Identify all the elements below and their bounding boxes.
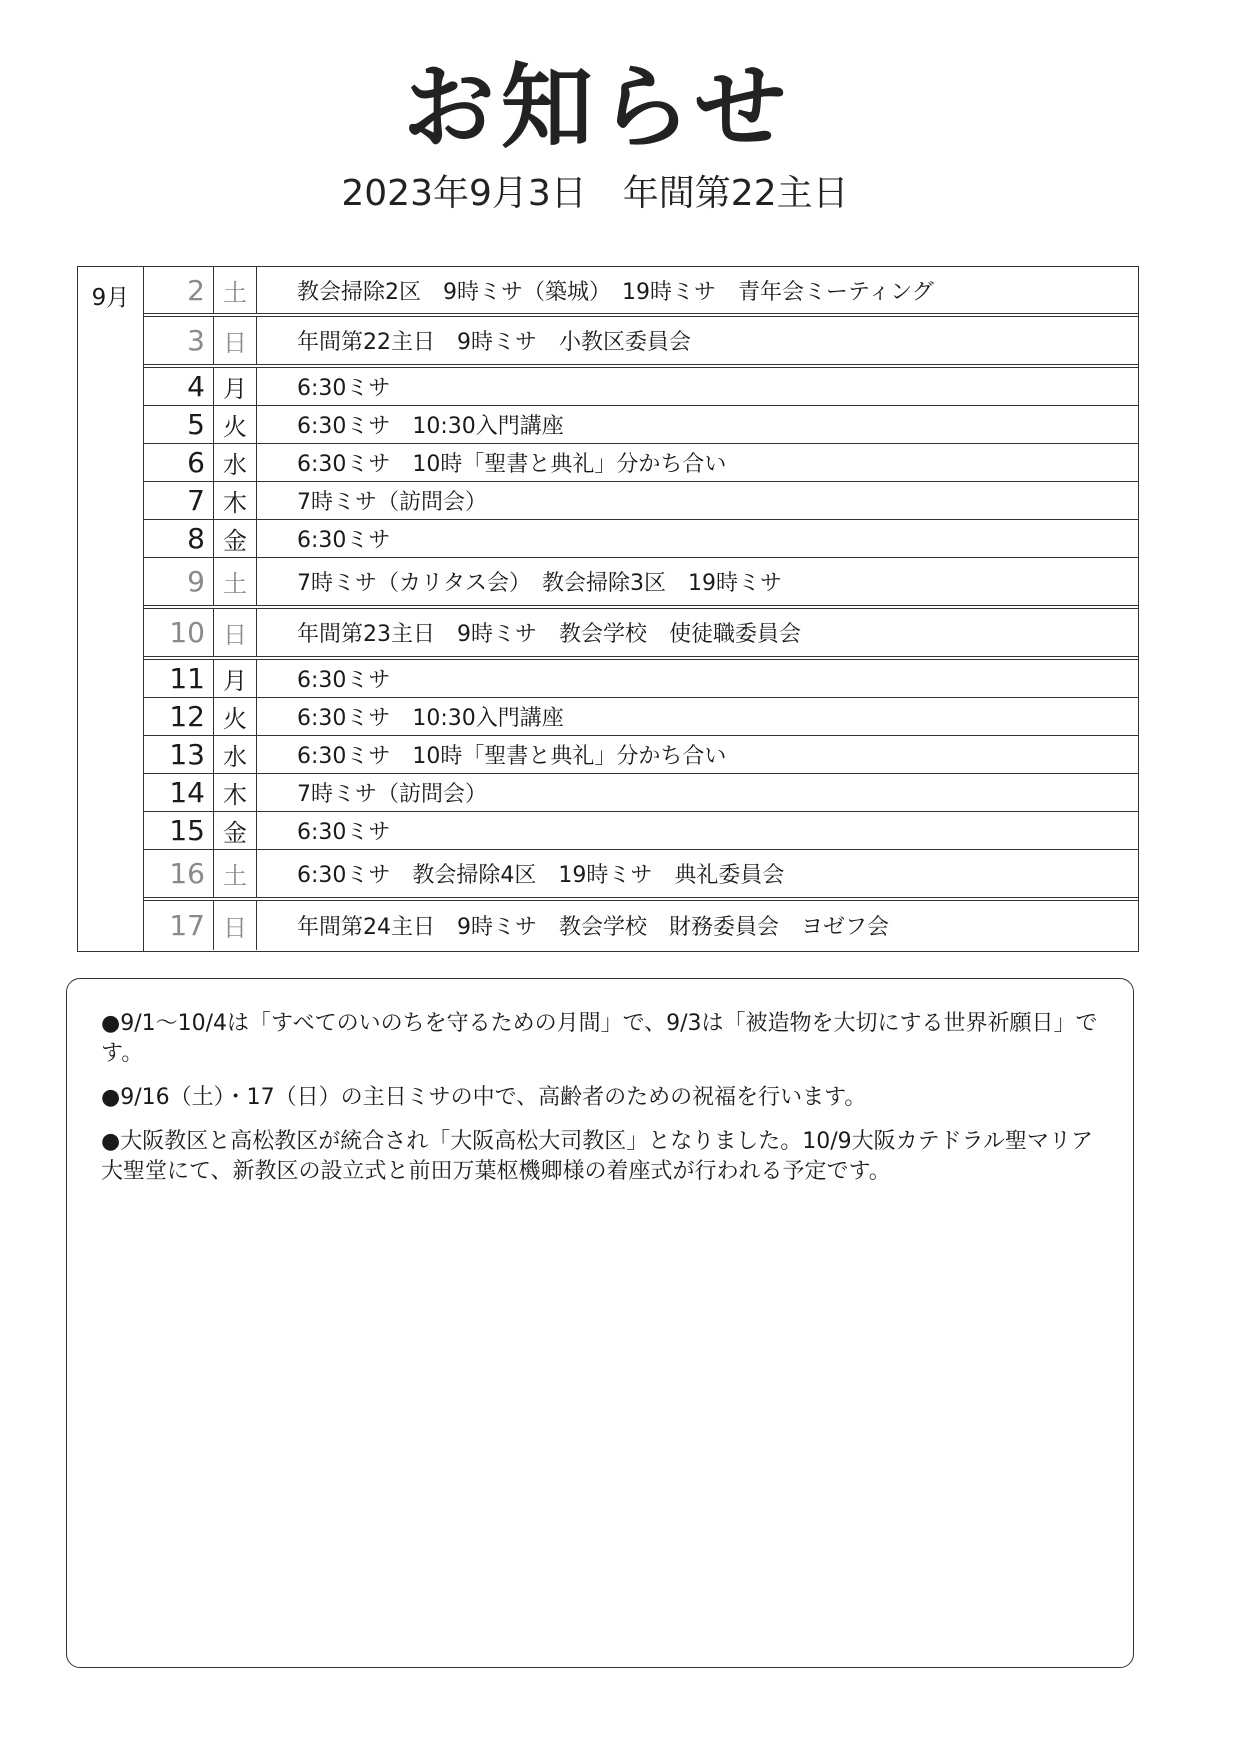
day-number: 8 [144,520,214,557]
weekday: 日 [214,901,257,950]
events: 6:30ミサ 10:30入門講座 [297,706,564,731]
events: 7時ミサ（訪問会） [297,782,487,807]
page-title: お知らせ [402,54,793,161]
day-number: 16 [144,850,214,897]
day-number: 6 [144,444,214,481]
events: 6:30ミサ [297,668,391,693]
events: 6:30ミサ [297,820,391,845]
notice-item: ●大阪教区と高松教区が統合され「大阪高松大司教区」となりました。10/9大阪カテドラル聖マリア大聖堂にて、新教区の設立式と前田万葉枢機卿様の着座式が行われる予定です。 [101,1129,1093,1184]
weekday: 日 [214,317,257,364]
table-row [144,850,1138,901]
events: 6:30ミサ [297,376,391,401]
weekday: 土 [214,850,257,897]
day-number: 3 [144,317,214,364]
weekday: 水 [214,736,257,773]
notice-box [66,978,1134,1668]
events: 教会掃除2区 9時ミサ（築城） 19時ミサ 青年会ミーティング [297,279,934,305]
events: 7時ミサ（カリタス会） 教会掃除3区 19時ミサ [297,571,782,596]
events: 年間第23主日 9時ミサ 教会学校 使徒職委員会 [297,622,801,647]
day-number: 17 [144,901,214,950]
weekday: 日 [214,609,257,656]
events: 6:30ミサ 教会掃除4区 19時ミサ 典礼委員会 [297,863,785,888]
weekday: 土 [214,267,257,313]
day-number: 15 [144,812,214,849]
day-number: 13 [144,736,214,773]
table-row [144,609,1138,660]
table-row [144,267,1138,317]
table-row [144,812,1138,850]
table-row [144,482,1138,520]
events: 年間第22主日 9時ミサ 小教区委員会 [297,330,691,355]
weekday: 木 [214,482,257,519]
events: 6:30ミサ [297,528,391,553]
notice-item: ●9/16（土）・17（日）の主日ミサの中で、高齢者のための祝福を行います。 [101,1085,867,1110]
schedule-table [77,266,1139,952]
month-label: 9月 [78,267,144,951]
events: 年間第24主日 9時ミサ 教会学校 財務委員会 ヨゼフ会 [297,915,889,940]
table-row [144,444,1138,482]
day-number: 7 [144,482,214,519]
day-number: 4 [144,368,214,405]
day-number: 10 [144,609,214,656]
table-row [144,774,1138,812]
weekday: 月 [214,368,257,405]
weekday: 土 [214,558,257,605]
page-subtitle: 2023年9月3日 年間第22主日 [341,173,849,214]
day-number: 12 [144,698,214,735]
table-row [144,558,1138,609]
table-row [144,660,1138,698]
table-row [144,520,1138,558]
weekday: 水 [214,444,257,481]
day-number: 14 [144,774,214,811]
table-row [144,736,1138,774]
events: 7時ミサ（訪問会） [297,490,487,515]
weekday: 火 [214,406,257,443]
weekday: 月 [214,660,257,697]
notice-item: ●9/1～10/4は「すべてのいのちを守るための月間」で、9/3は「被造物を大切にする世界祈願日」です。 [101,1011,1098,1066]
events: 6:30ミサ 10:30入門講座 [297,414,564,439]
events: 6:30ミサ 10時「聖書と典礼」分かち合い [297,744,727,769]
weekday: 金 [214,520,257,557]
day-number: 9 [144,558,214,605]
weekday: 火 [214,698,257,735]
table-row [144,368,1138,406]
table-row [144,901,1138,950]
weekday: 金 [214,812,257,849]
day-number: 11 [144,660,214,697]
day-number: 5 [144,406,214,443]
table-row [144,406,1138,444]
table-row [144,317,1138,368]
events: 6:30ミサ 10時「聖書と典礼」分かち合い [297,452,727,477]
table-row [144,698,1138,736]
day-number: 2 [144,267,214,313]
weekday: 木 [214,774,257,811]
